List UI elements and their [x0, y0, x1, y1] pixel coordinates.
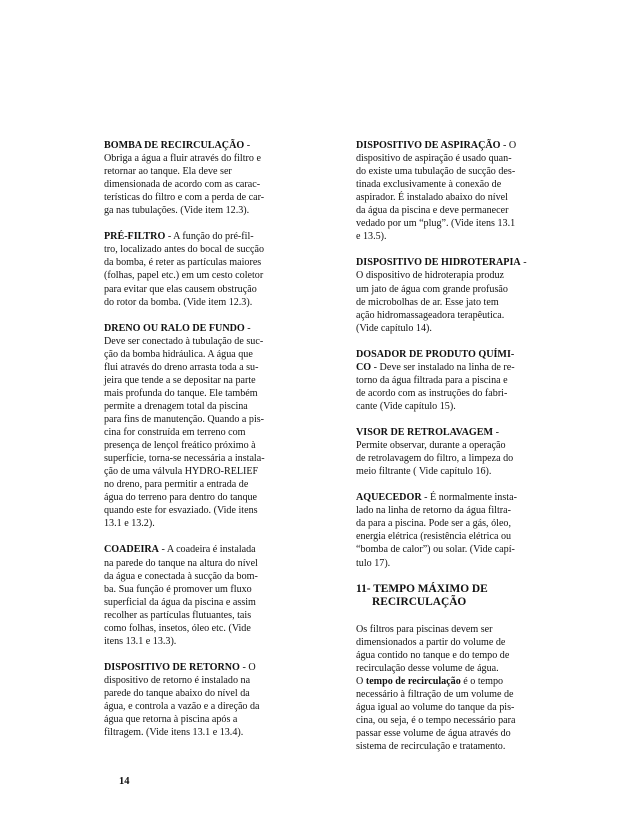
entry-dispositivo-de-hidroterapia: DISPOSITIVO DE HIDROTERAPIA - O dispositivo de hidroterapia produz um jato de água com grande profusão de microbolhas de ar. Esse jato tem ação hidromassageadora terapêutica. (Vide capítulo 14).: [356, 256, 546, 334]
paragraph-line: água contido no tanque e do tempo de: [356, 649, 510, 661]
entry-term: DISPOSITIVO DE RETORNO: [104, 661, 240, 673]
entry-dreno-ou-ralo-de-fundo: DRENO OU RALO DE FUNDO - Deve ser conectado à tubulação de suc- ção da bomba hidráulica. A água que flui através do dreno arrasta toda a su- jeira que tende a se depositar na parte mais profunda do tanque. Ele também permite a drenagem total da piscina para fins de manutenção. Quando a pis- cina for construída em terreno com presença de lençol freático próximo à superfície, torna-se necessária a instala- ção de uma válvula HYDRO-RELIEF no dreno, para permitir a entrada de água do terreno para dentro do tanque quando este for esvaziado. (Vide itens 13.1 e 13.2).: [104, 322, 294, 531]
entry-line: permite a drenagem total da piscina: [104, 400, 248, 412]
section-paragraph-1: [356, 623, 546, 675]
entry-line: O dispositivo de hidroterapia produz: [356, 270, 505, 282]
entry-line: do existe uma tubulação de sucção des-: [356, 166, 516, 178]
section-heading-line: RECIRCULAÇÃO: [372, 596, 467, 609]
entry-visor-de-retrolavagem: VISOR DE RETROLAVAGEM - Permite observar, durante a operação de retrolavagem do filtro, a limpeza do meio filtrante ( Vide capítulo 16).: [356, 426, 546, 478]
page-number: 14: [119, 776, 130, 787]
entry-line: da água da piscina e deve permanecer: [356, 205, 509, 217]
entry-line: ga nas tubulações. (Vide item 12.3).: [104, 205, 250, 217]
entry-line: “bomba de calor”) ou solar. (Vide capí-: [356, 544, 515, 556]
entry-term: COADEIRA: [104, 544, 159, 556]
entry-line: da para a piscina. Pode ser a gás, óleo,: [356, 518, 511, 530]
entry-line: como folhas, insetos, óleo etc. (Vide: [104, 622, 251, 634]
entry-line: e 13.5).: [356, 231, 387, 243]
paragraph-line: necessário à filtração de um volume de: [356, 688, 514, 700]
paragraph-line: sistema de recirculação e tratamento.: [356, 741, 506, 753]
entry-term: DISPOSITIVO DE HIDROTERAPIA: [356, 257, 521, 269]
left-column: [104, 139, 294, 752]
entry-line: ação hidromassageadora terapêutica.: [356, 309, 505, 321]
entry-line: cante (Vide capítulo 15).: [356, 400, 456, 412]
entry-term: PRÉ-FILTRO: [104, 231, 166, 243]
entry-line: Permite observar, durante a operação: [356, 440, 506, 452]
entry-line: na parede do tanque na altura do nível: [104, 557, 258, 569]
entry-line: água que retorna à piscina após a: [104, 714, 238, 726]
entry-line: 13.1 e 13.2).: [104, 518, 155, 530]
paragraph-line: passar esse volume de água através do: [356, 727, 511, 739]
entry-line: de retrolavagem do filtro, a limpeza do: [356, 453, 514, 465]
entry-line: lado na linha de retorno da água filtra-: [356, 505, 511, 517]
entry-term: VISOR DE RETROLAVAGEM: [356, 427, 494, 439]
entry-line: jeira que tende a se depositar na parte: [104, 374, 256, 386]
entry-line: para fins de manutenção. Quando a pis-: [104, 413, 265, 425]
entry-aquecedor: AQUECEDOR - É normalmente insta- lado na linha de retorno da água filtra- da para a piscina. Pode ser a gás, óleo, energia elétrica (resistência elétrica ou “bomba de calor”) ou solar. (Vide capí- tulo 17).: [356, 491, 546, 569]
entry-line: ção de uma válvula HYDRO-RELIEF: [104, 466, 259, 478]
entry-line: energia elétrica (resistência elétrica ou: [356, 531, 512, 543]
entry-line: de acordo com as instruções do fabri-: [356, 387, 508, 399]
entry-pre-filtro: PRÉ-FILTRO - A função do pré-fil- tro, localizado antes do bocal de sucção da bomba, é reter as partículas maiores (folhas, papel etc.) em um cesto coletor para evitar que elas causem obstrução do rotor da bomba. (Vide item 12.3).: [104, 230, 294, 308]
entry-line: superficial da água da piscina e assim: [104, 596, 256, 608]
entry-line: quando este for esvaziado. (Vide itens: [104, 505, 258, 517]
entry-line: Deve ser conectado à tubulação de suc-: [104, 335, 264, 347]
entry-term: BOMBA DE RECIRCULAÇÃO: [104, 140, 245, 151]
entry-line: Obriga a água a fluir através do filtro e: [104, 153, 261, 165]
entry-line: parede do tanque abaixo do nível da: [104, 687, 250, 699]
entry-line: tulo 17).: [356, 557, 391, 569]
entry-term: DRENO OU RALO DE FUNDO: [104, 322, 245, 334]
entry-line: dispositivo de aspiração é usado quan-: [356, 153, 512, 165]
entry-line: tinada exclusivamente à conexão de: [356, 179, 502, 191]
entry-line: filtragem. (Vide itens 13.1 e 13.4).: [104, 727, 244, 739]
entry-line: ção da bomba hidráulica. A água que: [104, 348, 253, 360]
section-paragraph-2: O tempo de recirculação é o tempo necessário à filtração de um volume de água igual ao volume do tanque da pis- cina, ou seja, é o tempo necessário para passar esse volume de água através do sistema de recirculação e tratamento.: [356, 675, 546, 753]
entry-line: tro, localizado antes do bocal de sucção: [104, 244, 265, 256]
entry-line: para evitar que elas causem obstrução: [104, 283, 257, 295]
entry-term: AQUECEDOR: [356, 492, 422, 504]
entry-line: dispositivo de retorno é instalado na: [104, 674, 251, 686]
entry-line: terísticas do filtro e com a perda de car-: [104, 192, 265, 204]
entry-line: da água e conectada à sucção da bom-: [104, 570, 258, 582]
entry-term: DISPOSITIVO DE ASPIRAÇÃO: [356, 140, 501, 151]
entry-line: da bomba, é reter as partículas maiores: [104, 257, 262, 269]
entry-line: itens 13.1 e 13.3).: [104, 635, 177, 647]
right-column: [356, 139, 546, 766]
entry-line: água do terreno para dentro do tanque: [104, 492, 258, 504]
emphasized-term: tempo de recirculação: [365, 675, 461, 687]
entry-line: do rotor da bomba. (Vide item 12.3).: [104, 296, 253, 308]
entry-line: superfície, torna-se necessária a instala-: [104, 453, 265, 465]
entry-line: (Vide capítulo 14).: [356, 322, 432, 334]
entry-dosador-de-produto-quimico: DOSADOR DE PRODUTO QUÍMI- CO - Deve ser instalado na linha de re- torno da água filtrada para a piscina e de acordo com as instruções do fabri- cante (Vide capítulo 15).: [356, 348, 546, 413]
entry-line: (folhas, papel etc.) em um cesto coletor: [104, 270, 264, 282]
entry-line: torno da água filtrada para a piscina e: [356, 374, 508, 386]
entry-line: um jato de água com grande profusão: [356, 283, 508, 295]
entry-bomba-de-recirculacao: BOMBA DE RECIRCULAÇÃO - Obriga a água a fluir através do filtro e retornar ao tanque. Ela deve ser dimensionada de acordo com as carac- terísticas do filtro e com a perda de car- ga nas tubulações. (Vide item 12.3).: [104, 139, 294, 217]
entry-line: retornar ao tanque. Ela deve ser: [104, 166, 232, 178]
entry-line: flui através do dreno arrasta toda a su-: [104, 361, 259, 373]
entry-line: meio filtrante ( Vide capítulo 16).: [356, 466, 492, 478]
paragraph-line: recirculação desse volume de água.: [356, 662, 499, 674]
entry-line: aspirador. É instalado abaixo do nível: [356, 192, 508, 204]
section-heading: [356, 583, 546, 610]
entry-dispositivo-de-retorno: DISPOSITIVO DE RETORNO - O dispositivo de retorno é instalado na parede do tanque abaixo do nível da água, e controla a vazão e a direção da água que retorna à piscina após a filtragem. (Vide itens 13.1 e 13.4).: [104, 661, 294, 739]
entry-coadeira: COADEIRA - A coadeira é instalada na parede do tanque na altura do nível da água e conectada à sucção da bom- ba. Sua função é promover um fluxo superficial da água da piscina e assim recolher as partículas flutuantes, tais como folhas, insetos, óleo etc. (Vide itens 13.1 e 13.3).: [104, 543, 294, 647]
entry-line: água, e controla a vazão e a direção da: [104, 701, 260, 713]
entry-term-continued: CO: [356, 361, 372, 373]
entry-dispositivo-de-aspiracao: DISPOSITIVO DE ASPIRAÇÃO - O dispositivo de aspiração é usado quan- do existe uma tubulação de sucção des- tinada exclusivamente à conexão de aspirador. É instalado abaixo do nível da água da piscina e deve permanecer vedado por um “plug”. (Vide itens 13.1 e 13.5).: [356, 139, 546, 243]
section-heading-line: 11- TEMPO MÁXIMO DE: [356, 582, 488, 595]
entry-line: recolher as partículas flutuantes, tais: [104, 609, 252, 621]
entry-line: ba. Sua função é promover um fluxo: [104, 583, 252, 595]
entry-line: dimensionada de acordo com as carac-: [104, 179, 261, 191]
paragraph-line: dimensionados a partir do volume de: [356, 636, 506, 648]
entry-line: no dreno, para permitir a entrada de: [104, 479, 249, 491]
entry-line: mais profunda do tanque. Ele também: [104, 387, 258, 399]
entry-line: vedado por um “plug”. (Vide itens 13.1: [356, 218, 516, 230]
paragraph-line: água igual ao volume do tanque da pis-: [356, 701, 515, 713]
entry-term: DOSADOR DE PRODUTO QUÍMI-: [356, 348, 515, 360]
paragraph-line: Os filtros para piscinas devem ser: [356, 623, 493, 635]
entry-line: de microbolhas de ar. Esse jato tem: [356, 296, 499, 308]
entry-line: presença de lençol freático próximo à: [104, 440, 256, 452]
paragraph-line: cina, ou seja, é o tempo necessário para: [356, 714, 516, 726]
entry-line: cina for construída em terreno com: [104, 427, 246, 439]
